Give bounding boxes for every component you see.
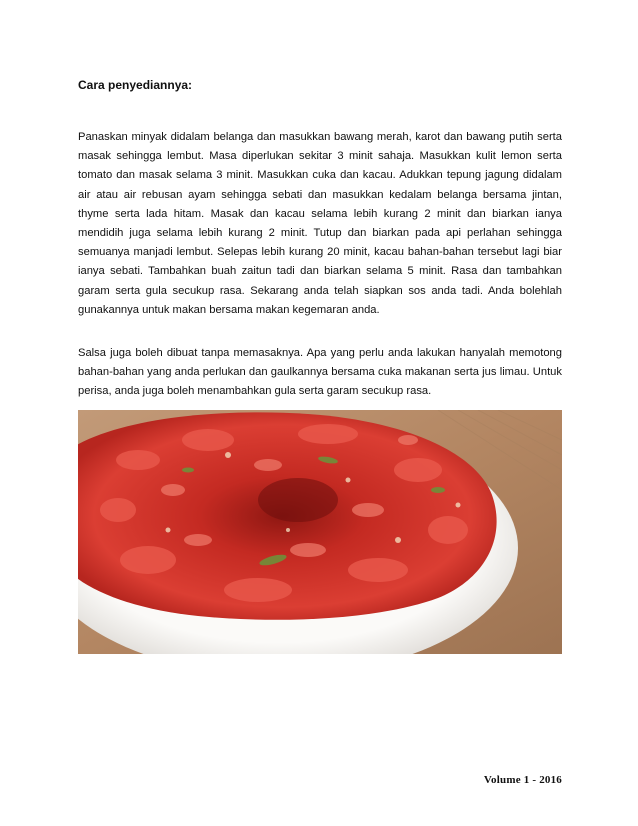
salsa-photo: [78, 410, 562, 654]
section-heading: Cara penyediannya:: [78, 78, 193, 92]
paragraph-preparation: Panaskan minyak didalam belanga dan masukkan bawang merah, karot dan bawang putih serta masak sehingga lembut. Masa diperlukan sekitar 3 minit sahaja. Masukkan kulit lemon serta tomato dan masak selama 3 minit. Masukkan cuka dan kacau. Adukkan tepung jagung didalam air atau air rebusan ayam sehingga sebati dan masukkan kedalam belanga bersama jintan, thyme serta lada hitam. Masak dan kacau selama lebih kurang 2 minit dan biarkan ianya mendidih juga selama lebih kurang 2 minit. Tutup dan biarkan pada api perlahan sehingga semuanya manjadi lembut. Selepas lebih kurang 20 minit, kacau bahan-bahan tersebut lagi biar ianya sebati. Tambahkan buah zaitun tadi dan biarkan selama 5 minit. Rasa dan tambahkan garam serta gula secukup rasa. Sekarang anda telah siapkan sos anda tadi. Anda bolehlah gunakannya untuk makan bersama makan kegemaran anda.: [78, 131, 562, 316]
volume-footer: Volume 1 - 2016: [483, 774, 562, 786]
paragraph-salsa: Salsa juga boleh dibuat tanpa memasaknya. Apa yang perlu anda lakukan hanyalah memotong bahan-bahan yang anda perlukan dan gaulkannya bersama cuka makanan serta jus limau. Untuk perisa, anda juga boleh menambahkan gula serta garam secukup rasa.: [78, 347, 562, 398]
